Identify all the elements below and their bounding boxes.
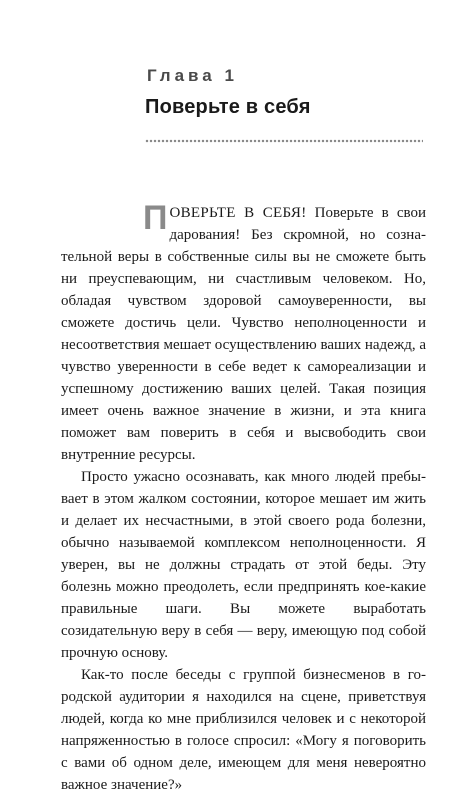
chapter-title: Поверьте в себя xyxy=(145,96,311,118)
paragraph-3: Как-то после беседы с группой бизнесменов в городской аудитории я находился на сцене, приветствуя людей, когда ко мне приблизился человек и с некоторой напряженностью в голосе спросил: «Могу я поговорить с вами об одном деле, имеющем для меня невероятно важное значение?» xyxy=(61,667,426,793)
chapter-label: Глава 1 xyxy=(147,66,238,85)
dotted-divider xyxy=(145,137,423,145)
paragraph-1 xyxy=(61,199,426,466)
paragraph-2: Просто ужасно осознавать, как много людей пребывает в этом жалком состоянии, которое мешает им жить и делает их несчастными, в этой своего рода болезни, обычно называемой комплексом неполноценности. Я уверен, вы не должны страдать от этой беды. Эту болезнь можно преодолеть, если предпринять кое-какие правильные шаги. Вы можете выработать созидательную веру в себя — веру, имеющую под собой прочную основу. xyxy=(61,469,426,661)
drop-cap: П xyxy=(143,199,168,237)
body-text xyxy=(61,199,426,796)
paragraph-1-text: Поверьте в свои дарования! Без скромной, но сознательной веры в собственные силы вы не сможете быть ни преуспевающим, ни счастливым человеком. Но, обладая чувством здоровой самоуверенности, вы сможете достичь цели. Чувство неполноценности и несоответствия мешает осуществлению ваших надежд, а чувство уверенности в себе ведет к самореализации и успешному достижению ваших целей. Такая позиция имеет очень важное значение в жизни, и эта книга поможет вам поверить в себя и высвободить свои внутренние ресурсы. xyxy=(61,205,426,463)
lead-caps: ОВЕРЬТЕ В СЕБЯ! xyxy=(169,205,307,221)
